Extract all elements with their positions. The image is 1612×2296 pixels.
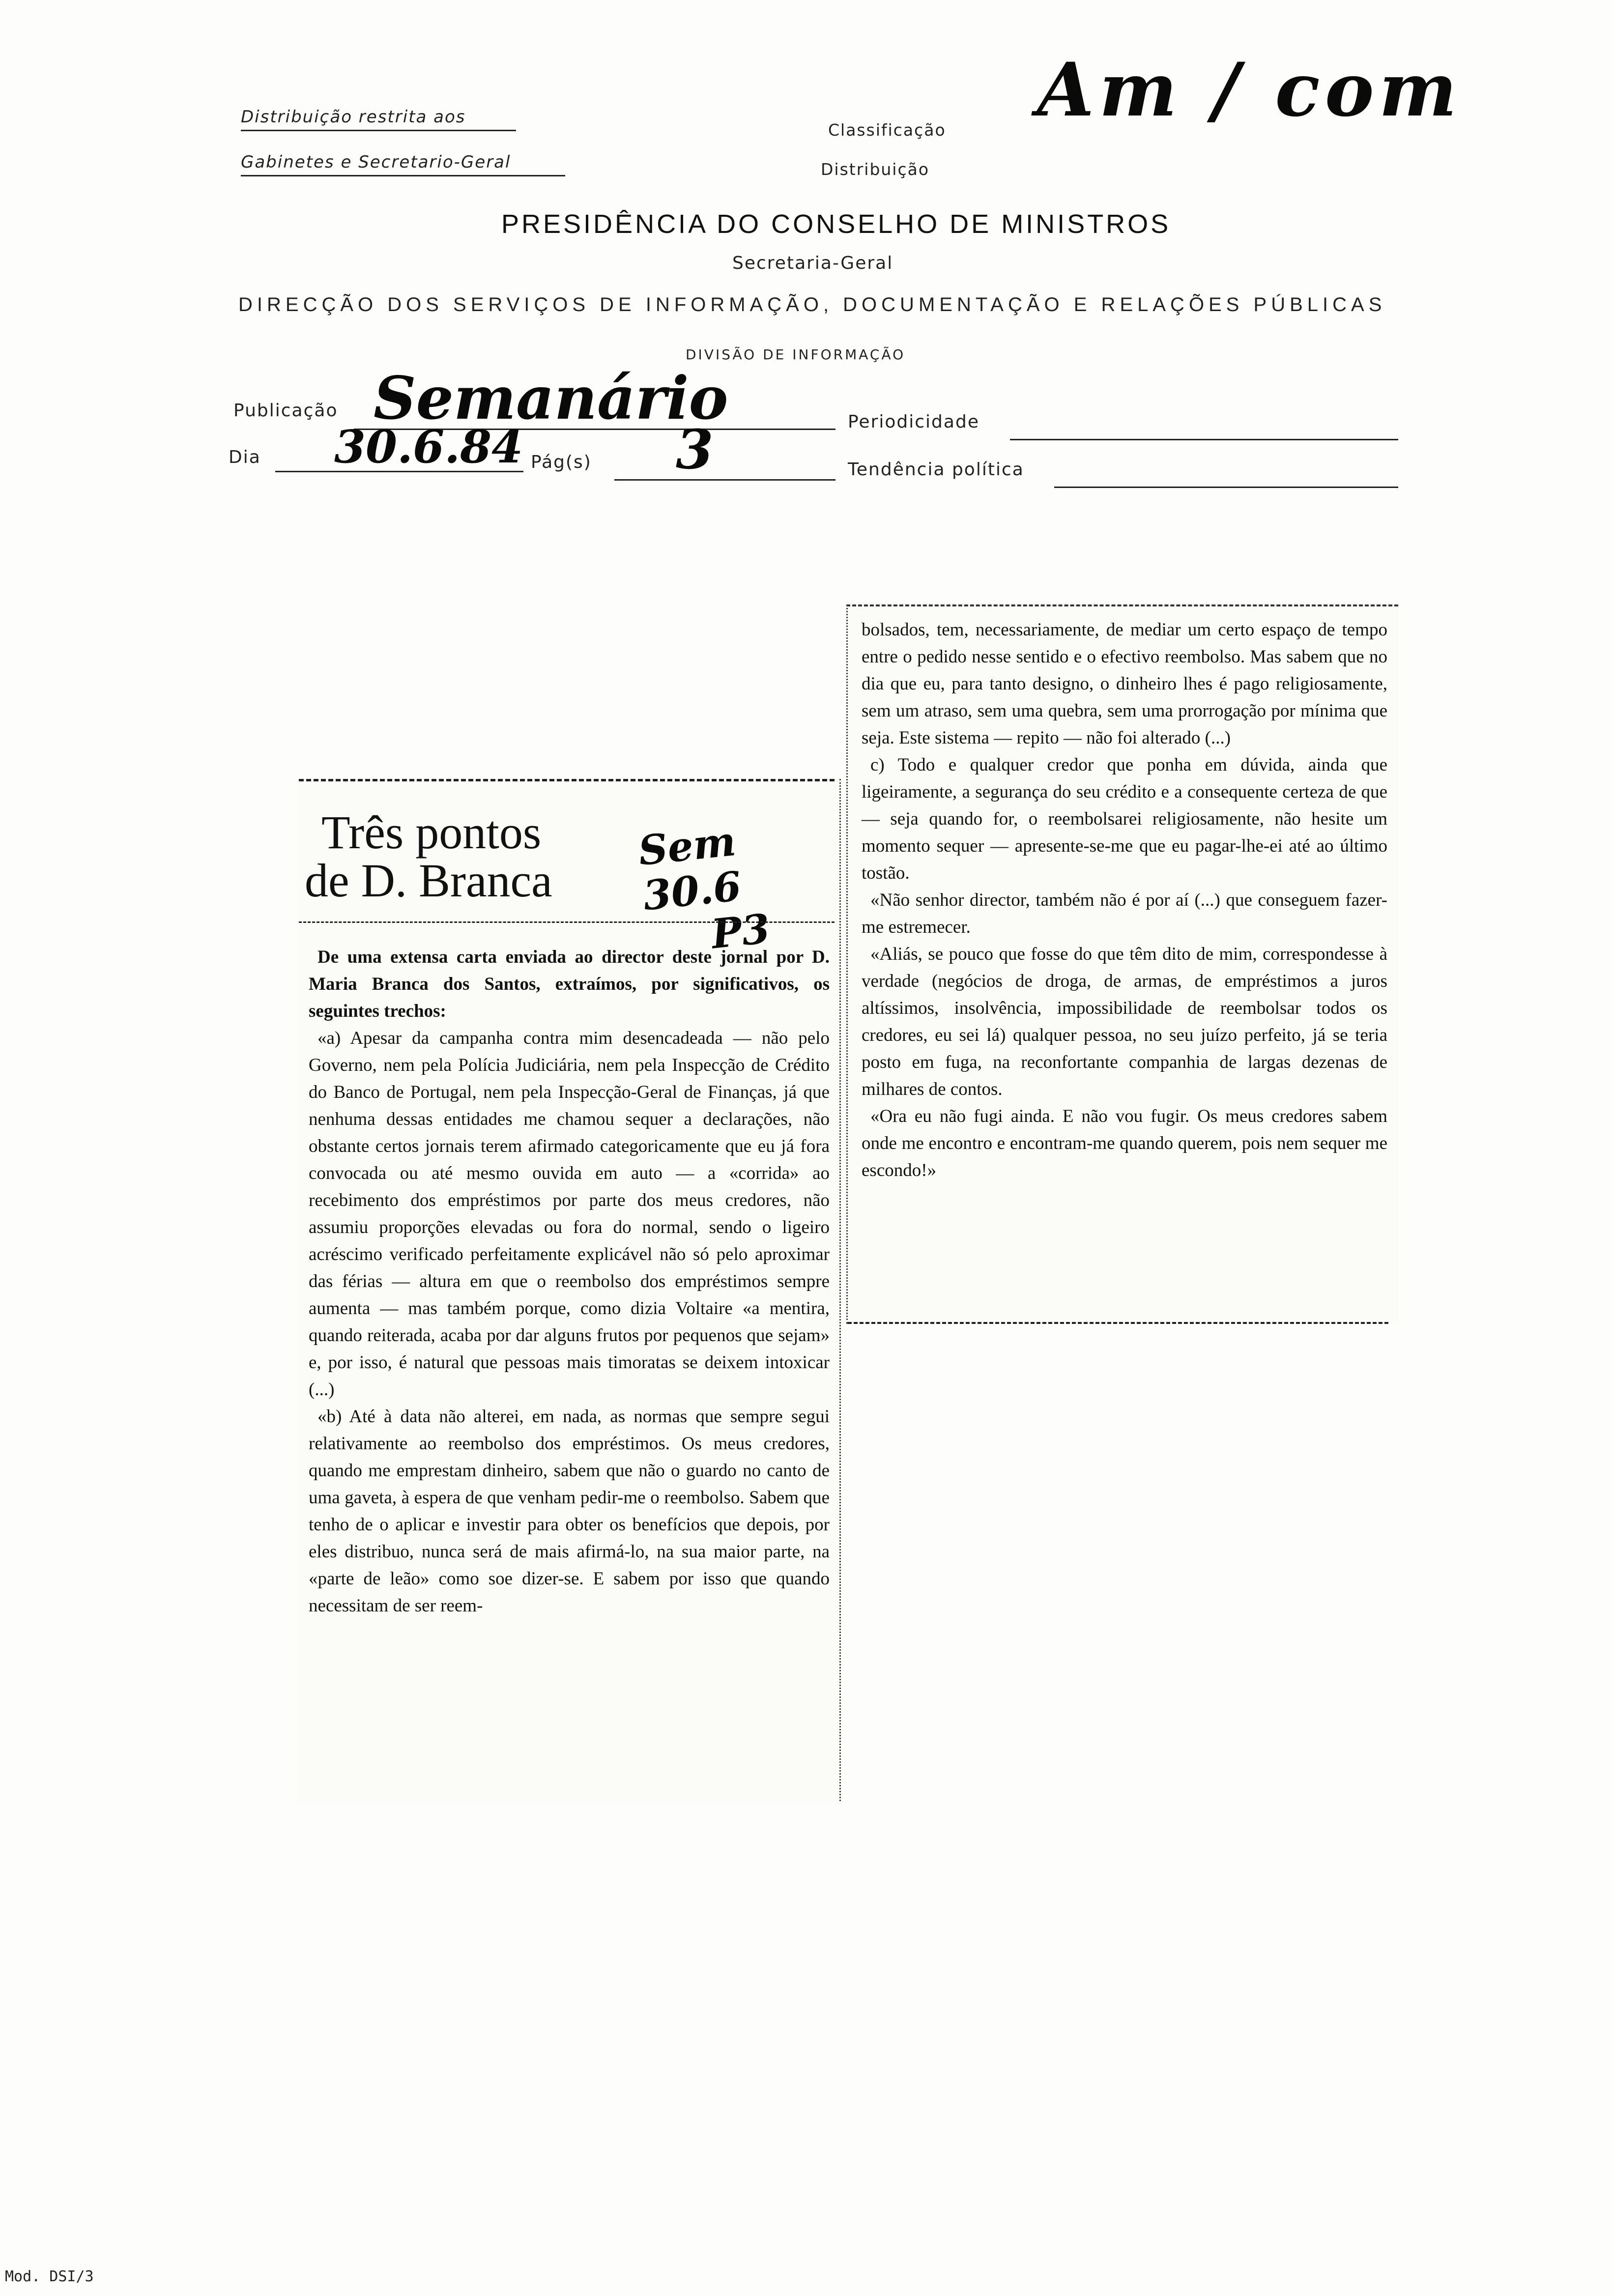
directorate-line: DIRECÇÃO DOS SERVIÇOS DE INFORMAÇÃO, DOCUMENTAÇÃO E RELAÇÕES PÚBLICAS — [238, 294, 1386, 316]
day-handwritten-value: 30.6.84 — [334, 420, 523, 473]
article-paragraph-b: «b) Até à data não alterei, em nada, as normas que sempre segui relativamente ao reembolso dos empréstimos. Os meus credores, quando me emprestam dinheiro, sabem que não o guardo no canto de uma gaveta, à espera de que venham pedir-me o reembolso. Sabem que tenho de o aplicar e investir para obter os benefícios que depois, por eles distribuo, nunca será de mais afirmá-lo, na sua maior parte, na «parte de leão» como soe dizer-se. E sabem por isso que quando necessitam de ser reem- — [309, 1406, 830, 1616]
clipping-right-column — [846, 604, 1398, 1324]
margin-note-line2: P3 — [709, 905, 773, 958]
handwritten-annotation-top: Am / com — [1037, 47, 1462, 133]
distribution-note-line1: Distribuição restrita aos — [241, 107, 516, 131]
page-subtitle: Secretaria-Geral — [732, 253, 893, 273]
periodicity-field — [1010, 402, 1398, 440]
tendency-label: Tendência política — [848, 459, 1024, 480]
page-title: PRESIDÊNCIA DO CONSELHO DE MINISTROS — [501, 209, 1171, 239]
pages-field — [614, 418, 835, 481]
article-paragraph-f: «Ora eu não fugi ainda. E não vou fugir. Os meus credores sabem onde me encontro e encontram-me quando querem, pois nem sequer me escondo!» — [862, 1106, 1387, 1180]
article-paragraph-continuation: bolsados, tem, necessariamente, de mediar um certo espaço de tempo entre o pedido nesse sentido e o efectivo reembolso. Mas sabem que no dia que eu, para tanto designo, o dinheiro lhes é pago religiosamente, sem um atraso, sem uma quebra, sem uma prorrogação por mínima que seja. Este sistema — repito — não foi alterado (...) — [862, 620, 1387, 748]
tendency-field — [1054, 450, 1398, 488]
pages-label: Pág(s) — [531, 452, 592, 472]
pages-handwritten-value: 3 — [676, 418, 714, 481]
article-body-right — [862, 616, 1387, 1184]
article-paragraph-a: «a) Apesar da campanha contra mim desencadeada — não pelo Governo, nem pela Polícia Judiciária, nem pela Inspecção de Crédito do Banco de Portugal, nem pela Inspecção-Geral de Finanças, já que nenhuma dessas entidades me chamou sequer a declarações, não obstante certos jornais terem afirmado categoricamente que eu já fora convocada ou até mesmo ouvida em auto — a «corrida» ao recebimento dos empréstimos por parte dos meus credores, não assumiu proporções elevadas ou fora do normal, sendo o ligeiro acréscimo verificado perfeitamente explicável não só pelo aproximar das férias — altura em que o reembolso dos empréstimos sempre aumenta — mas também porque, como dizia Voltaire «a mentira, quando reiterada, acaba por dar alguns frutos por pequenos que sejam» e, por isso, é natural que pessoas mais timoratas se deixem intoxicar (...) — [309, 1028, 830, 1400]
margin-note-line1: Sem 30.6 — [636, 817, 744, 920]
classification-label: Classificação — [828, 120, 946, 140]
article-paragraph-c: c) Todo e qualquer credor que ponha em dúvida, ainda que ligeiramente, a segurança do seu crédito e a consequente certeza de que — seja quando for, o reembolsarei religiosamente, não hesite um momento sequer — apresente-se-me que eu pagar-lhe-ei até ao último tostão. — [862, 755, 1387, 883]
headline-divider — [299, 921, 835, 923]
clipping-torn-edge — [299, 779, 835, 781]
article-headline-line1: Três pontos — [321, 806, 542, 859]
article-lead: De uma extensa carta enviada ao director deste jornal por D. Maria Branca dos Santos, extraímos, por significativos, os seguintes trechos: — [309, 947, 830, 1021]
distribution-label: Distribuição — [821, 160, 930, 179]
article-paragraph-d: «Não senhor director, também não é por aí (...) que conseguem fazer-me estremecer. — [862, 890, 1387, 937]
clipping-left-column — [299, 779, 841, 1801]
publication-label: Publicação — [233, 401, 338, 421]
margin-handwritten-note — [636, 808, 846, 964]
day-field — [275, 420, 523, 473]
article-body-left — [309, 944, 830, 1619]
article-headline-line2: de D. Branca — [305, 854, 552, 907]
article-paragraph-e: «Aliás, se pouco que fosse do que têm dito de mim, correspondesse à verdade (negócios de droga, de armas, de empréstimos a juros altíssimos, insolvência, impossibilidade de reembolsar todos os credores, eu sei lá) qualquer pessoa, no seu juízo perfeito, já se teria posto em fuga, na reconfortante companhia de largas dezenas de milhares de contos. — [862, 944, 1387, 1099]
publication-handwritten-value: Semanário — [374, 364, 728, 433]
clipping-bottom-torn-edge — [848, 1322, 1388, 1324]
division-line: DIVISÃO DE INFORMAÇÃO — [686, 346, 906, 363]
distribution-note-line2: Gabinetes e Secretario-Geral — [241, 152, 565, 176]
form-code: Mod. DSI/3 — [5, 2268, 94, 2285]
periodicity-label: Periodicidade — [848, 412, 979, 432]
day-label: Dia — [229, 447, 261, 467]
